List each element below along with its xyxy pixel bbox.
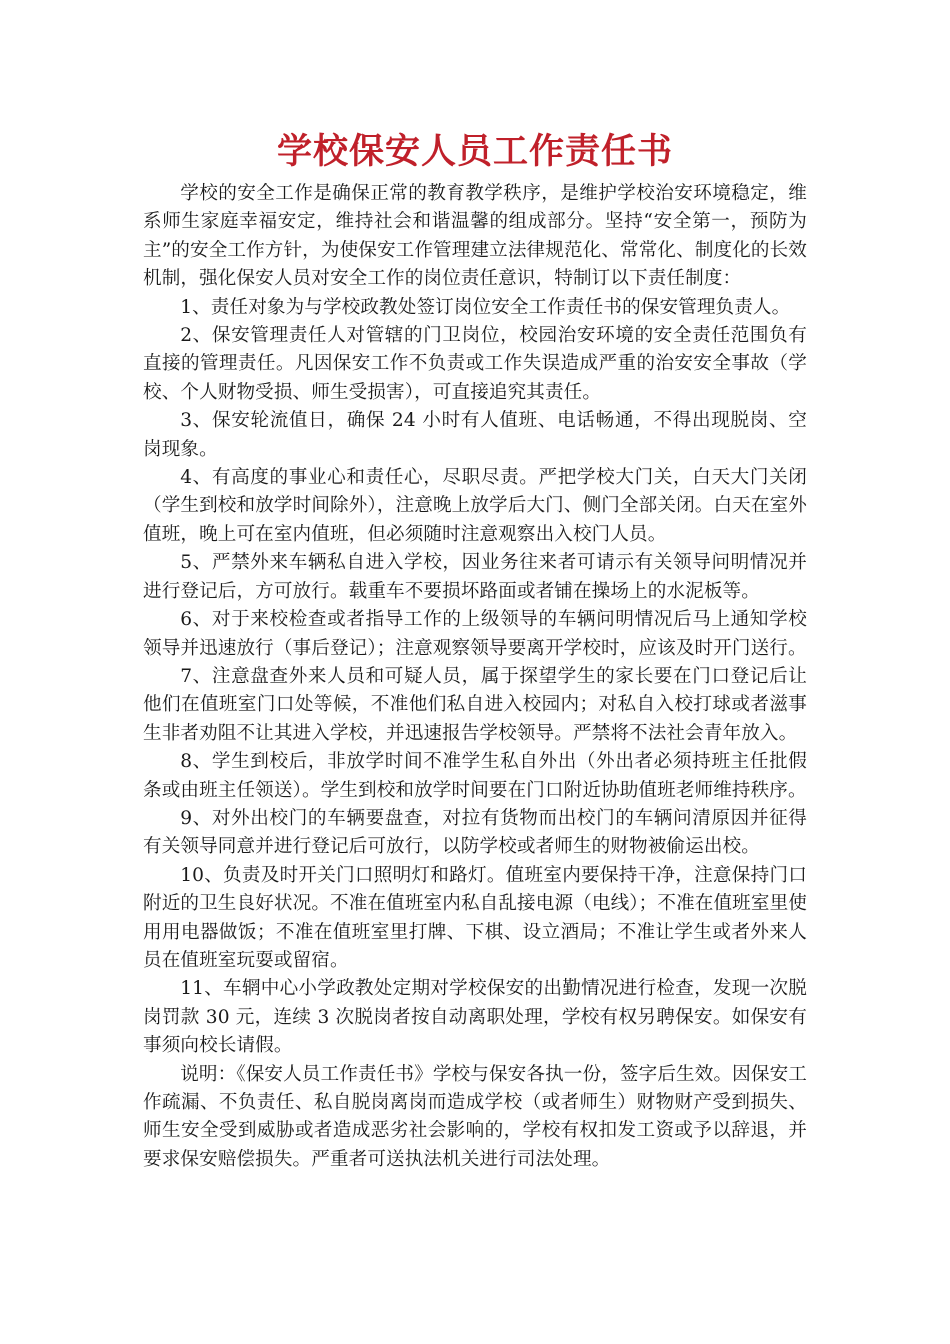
clause-4: 4、有高度的事业心和责任心，尽职尽责。严把学校大门关，白天大门关闭（学生到校和放学时间除外），注意晚上放学后大门、侧门全部关闭。白天在室外值班，晚上可在室内值班，但必须随时注意观察出入校门人员。 bbox=[143, 467, 807, 545]
clause-8: 8、学生到校后，非放学时间不准学生私自外出（外出者必须持班主任批假条或由班主任领送）。学生到校和放学时间要在门口附近协助值班老师维持秩序。 bbox=[143, 751, 807, 801]
clause-2: 2、保安管理责任人对管辖的门卫岗位，校园治安环境的安全责任范围负有直接的管理责任。凡因保安工作不负责或工作失误造成严重的治安安全事故（学校、个人财物受损、师生受损害），可直接追究其责任。 bbox=[143, 325, 807, 403]
clause-5: 5、严禁外来车辆私自进入学校，因业务往来者可请示有关领导问明情况并进行登记后，方可放行。载重车不要损坏路面或者铺在操场上的水泥板等。 bbox=[143, 552, 807, 602]
clause-9: 9、对外出校门的车辆要盘查，对拉有货物而出校门的车辆问清原因并征得有关领导同意并进行登记后可放行，以防学校或者师生的财物被偷运出校。 bbox=[143, 807, 807, 858]
clause-10: 10、负责及时开关门口照明灯和路灯。值班室内要保持干净，注意保持门口附近的卫生良好状况。不准在值班室内私自乱接电源（电线）；不准在值班室里使用用电器做饭；不准在值班室里打牌、下棋、设立酒局；不准让学生或者外来人员在值班室玩耍或留宿。 bbox=[143, 864, 807, 971]
note-paragraph: 说明：《保安人员工作责任书》学校与保安各执一份，签字后生效。因保安工作疏漏、不负责任、私自脱岗离岗而造成学校（或者师生）财物财产受到损失、师生安全受到威胁或者造成恶劣社会影响的，学校有权扣发工资或予以辞退，并要求保安赔偿损失。严重者可送执法机关进行司法处理。 bbox=[143, 1063, 807, 1170]
clause-11: 11、车辋中心小学政教处定期对学校保安的出勤情况进行检查，发现一次脱岗罚款 30 元，连续 3 次脱岗者按自动离职处理，学校有权另聘保安。如保安有事须向校长请假。 bbox=[143, 978, 807, 1057]
intro-paragraph: 学校的安全工作是确保正常的教育教学秩序，是维护学校治安环境稳定，维系师生家庭幸福安定，维持社会和谐温馨的组成部分。坚持“安全第一，预防为主”的安全工作方针，为使保安工作管理建立法律规范化、常常化、制度化的长效机制，强化保安人员对安全工作的岗位责任意识，特制订以下责任制度： bbox=[143, 183, 807, 290]
clause-7: 7、注意盘查外来人员和可疑人员，属于探望学生的家长要在门口登记后让他们在值班室门口处等候，不准他们私自进入校园内；对私自入校打球或者滋事生非者劝阻不让其进入学校，并迅速报告学校领导。严禁将不法社会青年放入。 bbox=[143, 665, 807, 744]
clause-6: 6、对于来校检查或者指导工作的上级领导的车辆问明情况后马上通知学校领导并迅速放行（事后登记）；注意观察领导要离开学校时，应该及时开门送行。 bbox=[143, 609, 807, 659]
clause-1: 1、责任对象为与学校政教处签订岗位安全工作责任书的保安管理负责人。 bbox=[180, 296, 791, 318]
clause-3: 3、保安轮流值日，确保 24 小时有人值班、电话畅通，不得出现脱岗、空岗现象。 bbox=[143, 410, 807, 460]
document-title: 学校保安人员工作责任书 bbox=[276, 131, 673, 172]
document-page bbox=[143, 128, 807, 1174]
